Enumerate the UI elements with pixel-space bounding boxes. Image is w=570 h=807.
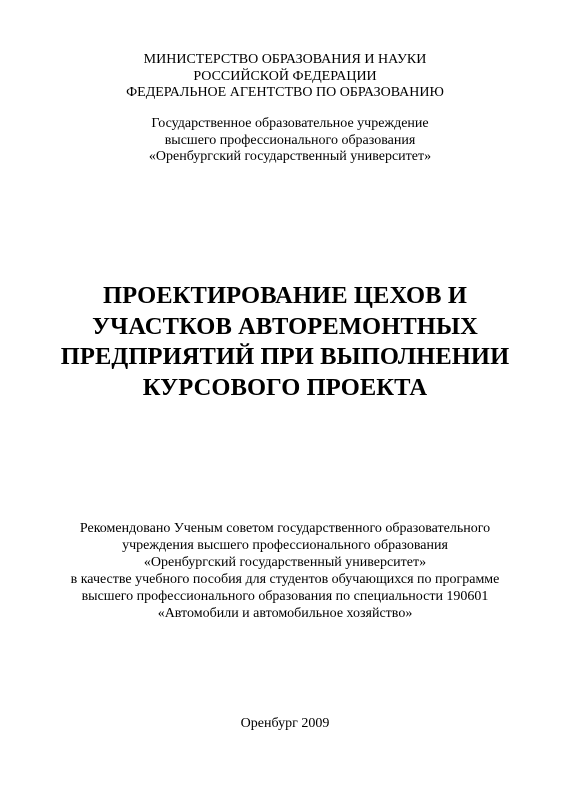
recommendation-line: «Оренбургский государственный университет» <box>143 555 427 570</box>
recommendation-line: «Автомобили и автомобильное хозяйство» <box>157 606 413 621</box>
city-year <box>0 716 570 732</box>
title-line: ПРОЕКТИРОВАНИЕ ЦЕХОВ И <box>102 282 468 309</box>
ministry-line: ФЕДЕРАЛЬНОЕ АГЕНТСТВО ПО ОБРАЗОВАНИЮ <box>126 85 444 100</box>
ministry-line: РОССИЙСКОЙ ФЕДЕРАЦИИ <box>193 68 377 84</box>
title-line: КУРСОВОГО ПРОЕКТА <box>142 373 428 401</box>
recommendation-line: высшего профессионального образования по специальности 190601 <box>81 589 489 604</box>
recommendation-note <box>0 520 570 622</box>
recommendation-line: в качестве учебного пособия для студентов обучающихся по программе <box>70 572 500 587</box>
title-line: УЧАСТКОВ АВТОРЕМОНТНЫХ <box>92 312 478 340</box>
ministry-header <box>0 52 570 102</box>
recommendation-line: Рекомендовано Ученым советом государственного образовательного <box>79 521 491 536</box>
title-line: ПРЕДПРИЯТИЙ ПРИ ВЫПОЛНЕНИИ <box>60 343 510 370</box>
recommendation-line: учреждения высшего профессионального образования <box>122 538 448 553</box>
institution-line: высшего профессионального образования <box>164 132 416 148</box>
institution-header <box>0 116 570 166</box>
institution-line: Государственное образовательное учреждение <box>151 116 429 131</box>
document-title <box>0 281 570 403</box>
ministry-line: МИНИСТЕРСТВО ОБРАЗОВАНИЯ И НАУКИ <box>143 52 427 67</box>
city-year-text: Оренбург 2009 <box>240 716 330 731</box>
institution-line: «Оренбургский государственный университет» <box>148 149 432 164</box>
